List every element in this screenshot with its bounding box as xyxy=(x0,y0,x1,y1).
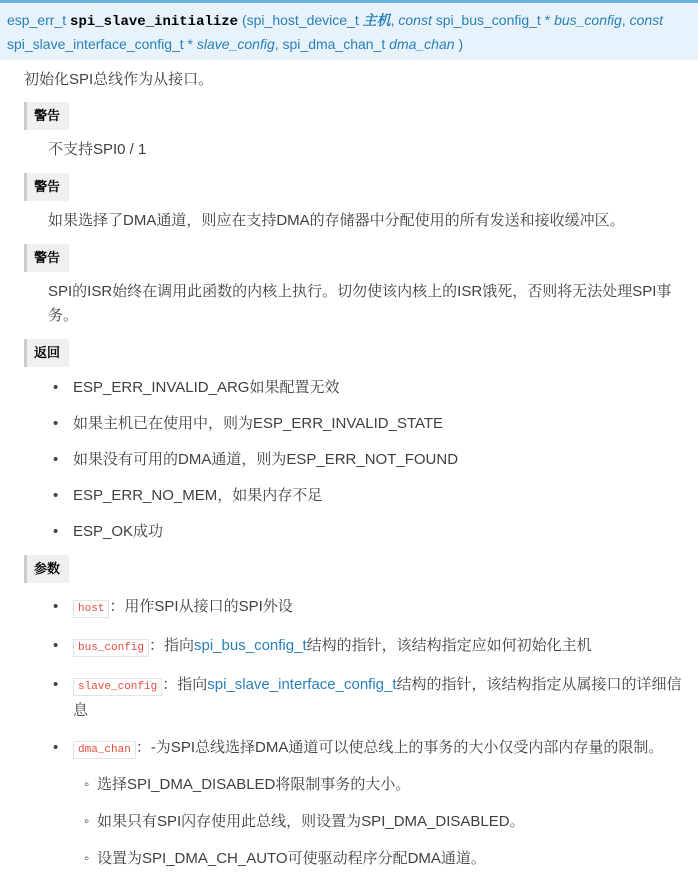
returns-list xyxy=(24,377,688,543)
param-code-bus-config: bus_config xyxy=(73,639,149,657)
sub-list-item: ◦ 设置为SPI_DMA_CH_AUTO可使驱动程序分配DMA通道。 xyxy=(97,848,688,870)
param-desc-suffix: 结构的指针，该结构指定从属接口的详细信息 xyxy=(73,676,682,719)
param-code-host: host xyxy=(73,600,109,618)
param-desc-prefix: ：指向 xyxy=(149,637,195,654)
returns-block xyxy=(24,339,688,543)
param-name-host: 主机 xyxy=(362,12,391,28)
warning-label: 警告 xyxy=(24,102,69,130)
params-list xyxy=(24,595,688,870)
warning-text: SPI的ISR始终在调用此函数的内核上执行。切勿使该内核上的ISR饿死，否则将无法处理SPI事务。 xyxy=(48,283,672,324)
list-item: • 如果主机已在使用中，则为ESP_ERR_INVALID_STATE xyxy=(48,413,688,435)
sub-list-item: ◦ 选择SPI_DMA_DISABLED将限制事务的大小。 xyxy=(97,774,688,796)
list-item: • 如果没有可用的DMA通道，则为ESP_ERR_NOT_FOUND xyxy=(48,449,688,471)
param-item-host xyxy=(48,595,688,621)
function-body xyxy=(0,69,698,870)
warning-label: 警告 xyxy=(24,173,69,201)
params-block xyxy=(24,555,688,870)
close-paren: ) xyxy=(458,36,464,52)
param-item-dma-chan xyxy=(48,736,688,870)
const-keyword: const xyxy=(398,12,432,28)
param-type-host[interactable]: spi_host_device_t xyxy=(246,12,359,28)
function-name: spi_slave_initialize xyxy=(70,14,239,30)
param-code-dma-chan: dma_chan xyxy=(73,741,136,759)
const-keyword: const xyxy=(629,12,664,28)
open-paren: ( xyxy=(241,12,247,28)
param-desc: ：用作SPI从接口的SPI外设 xyxy=(109,598,293,615)
comma: , xyxy=(274,36,279,52)
sub-list-item: ◦ 如果只有SPI闪存使用此总线，则设置为SPI_DMA_DISABLED。 xyxy=(97,811,688,833)
comma: , xyxy=(621,12,626,28)
spi-bus-config-link[interactable]: spi_bus_config_t xyxy=(194,637,307,654)
param-type-dma-chan[interactable]: spi_dma_chan_t xyxy=(282,36,386,52)
warning-label: 警告 xyxy=(24,244,69,272)
params-label: 参数 xyxy=(24,555,69,583)
param-name-bus-config: bus_config xyxy=(554,12,622,28)
param-item-slave-config xyxy=(48,673,688,723)
param-desc-prefix: ：指向 xyxy=(162,676,208,693)
param-desc-suffix: 结构的指针，该结构指定应如何初始化主机 xyxy=(306,637,592,654)
return-type: esp_err_t xyxy=(7,12,67,28)
param-name-dma-chan: dma_chan xyxy=(389,36,455,52)
param-code-slave-config: slave_config xyxy=(73,678,162,696)
param-name-slave-config: slave_config xyxy=(196,36,275,52)
warning-text: 不支持SPI0 / 1 xyxy=(48,141,147,158)
list-item: • ESP_ERR_INVALID_ARG如果配置无效 xyxy=(48,377,688,399)
dma-chan-sublist xyxy=(73,774,688,870)
param-type-bus-config[interactable]: spi_bus_config_t * xyxy=(435,12,551,28)
function-description: 初始化SPI总线作为从接口。 xyxy=(24,71,214,88)
param-item-bus-config xyxy=(48,634,688,660)
spi-slave-interface-config-link[interactable]: spi_slave_interface_config_t xyxy=(207,676,397,693)
param-desc: ：-为SPI总线选择DMA通道可以使总线上的事务的大小仅受内部内存量的限制。 xyxy=(135,739,664,756)
warning-text: 如果选择了DMA通道，则应在支持DMA的存储器中分配使用的所有发送和接收缓冲区。 xyxy=(48,212,625,229)
warning-block xyxy=(24,244,688,328)
list-item: • ESP_OK成功 xyxy=(48,521,688,543)
warning-block xyxy=(24,173,688,233)
param-type-slave-config[interactable]: spi_slave_interface_config_t * xyxy=(7,36,194,52)
returns-label: 返回 xyxy=(24,339,69,367)
warning-block xyxy=(24,102,688,162)
comma: , xyxy=(390,12,395,28)
function-signature xyxy=(0,0,698,60)
list-item: • ESP_ERR_NO_MEM，如果内存不足 xyxy=(48,485,688,507)
